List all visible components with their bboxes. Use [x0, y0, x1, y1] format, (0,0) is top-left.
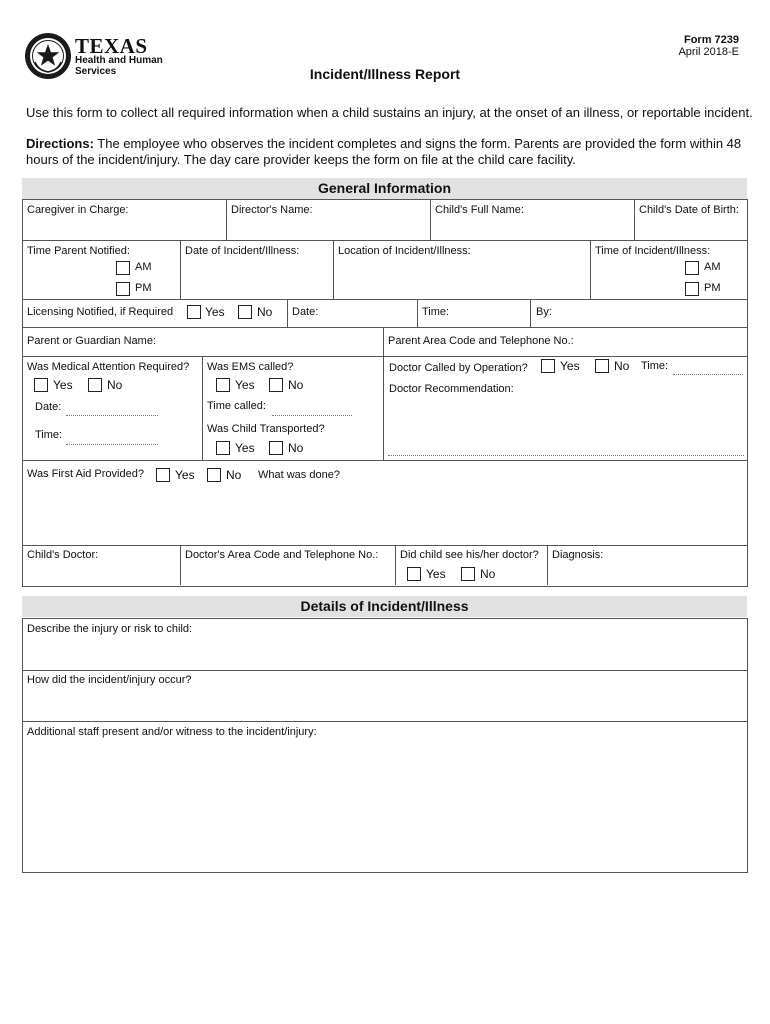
general-information-heading: General Information: [22, 178, 747, 199]
parent-notified-am-label: AM: [135, 261, 152, 273]
details-frame: [22, 618, 748, 873]
additional-staff-label: Additional staff present and/or witness to the incident/injury:: [27, 726, 317, 738]
parent-notified-pm-checkbox[interactable]: [116, 282, 130, 296]
transported-yes-label: Yes: [235, 441, 255, 455]
first-aid-yes-label: Yes: [175, 468, 195, 482]
doctor-called-no-label: No: [614, 359, 630, 373]
ems-no-checkbox[interactable]: [269, 378, 283, 392]
describe-injury-label: Describe the injury or risk to child:: [27, 623, 193, 635]
incident-am-label: AM: [704, 261, 721, 273]
see-doctor-no-checkbox[interactable]: [461, 567, 475, 581]
medical-no-label: No: [107, 378, 123, 392]
medical-attention-label: Was Medical Attention Required?: [27, 361, 190, 373]
parent-phone-label: Parent Area Code and Telephone No.:: [388, 335, 574, 347]
medical-no-checkbox[interactable]: [88, 378, 102, 392]
logo-agency-line2: Services: [75, 66, 117, 77]
time-incident-label: Time of Incident/Illness:: [595, 245, 711, 257]
doctor-called-yes-checkbox[interactable]: [541, 359, 555, 373]
ems-yes-checkbox[interactable]: [216, 378, 230, 392]
first-aid-no-label: No: [226, 468, 242, 482]
child-see-doctor-label: Did child see his/her doctor?: [400, 549, 539, 561]
transported-no-label: No: [288, 441, 304, 455]
doctor-called-label: Doctor Called by Operation?: [389, 362, 528, 374]
general-information-frame: [22, 199, 748, 587]
caregiver-label: Caregiver in Charge:: [27, 204, 129, 216]
licensing-yes-label: Yes: [205, 305, 225, 319]
licensing-yes-checkbox[interactable]: [187, 305, 201, 319]
doctor-recommendation-label: Doctor Recommendation:: [389, 383, 514, 395]
child-dob-label: Child's Date of Birth:: [639, 204, 739, 216]
see-doctor-yes-checkbox[interactable]: [407, 567, 421, 581]
what-was-done-label: What was done?: [258, 469, 340, 481]
first-aid-no-checkbox[interactable]: [207, 468, 221, 482]
incident-am-checkbox[interactable]: [685, 261, 699, 275]
director-label: Director's Name:: [231, 204, 313, 216]
licensing-no-label: No: [257, 305, 273, 319]
incident-pm-checkbox[interactable]: [685, 282, 699, 296]
diagnosis-label: Diagnosis:: [552, 549, 604, 561]
directions-label: Directions:: [26, 136, 94, 151]
parent-notified-am-checkbox[interactable]: [116, 261, 130, 275]
ems-no-label: No: [288, 378, 304, 392]
see-doctor-no-label: No: [480, 567, 496, 581]
transported-no-checkbox[interactable]: [269, 441, 283, 455]
medical-date-label: Date:: [35, 401, 62, 413]
childs-doctor-label: Child's Doctor:: [27, 549, 99, 561]
time-parent-notified-label: Time Parent Notified:: [27, 245, 130, 257]
doctor-called-no-checkbox[interactable]: [595, 359, 609, 373]
doctor-called-time-label: Time:: [641, 360, 669, 372]
medical-yes-checkbox[interactable]: [34, 378, 48, 392]
medical-yes-label: Yes: [53, 378, 73, 392]
location-incident-label: Location of Incident/Illness:: [338, 245, 471, 257]
directions-text-line2: hours of the incident/injury. The day care provider keeps the form on file at the child care facility.: [26, 152, 576, 167]
ems-time-called-label: Time called:: [207, 400, 266, 412]
licensing-date-label: Date:: [292, 306, 319, 318]
doctor-phone-label: Doctor's Area Code and Telephone No.:: [185, 549, 379, 561]
ems-yes-label: Yes: [235, 378, 255, 392]
date-incident-label: Date of Incident/Illness:: [185, 245, 300, 257]
incident-pm-label: PM: [704, 282, 721, 294]
licensing-no-checkbox[interactable]: [238, 305, 252, 319]
parent-name-label: Parent or Guardian Name:: [27, 335, 157, 347]
doctor-called-yes-label: Yes: [560, 359, 580, 373]
licensing-by-label: By:: [536, 306, 552, 318]
form-date: April 2018-E: [678, 46, 739, 58]
medical-time-label: Time:: [35, 429, 63, 441]
first-aid-yes-checkbox[interactable]: [156, 468, 170, 482]
how-occur-label: How did the incident/injury occur?: [27, 674, 192, 686]
details-heading: Details of Incident/Illness: [22, 596, 747, 617]
child-name-label: Child's Full Name:: [435, 204, 524, 216]
intro-purpose: Use this form to collect all required information when a child sustains an injury, at the onset of an illness, or reportable incident.: [26, 105, 753, 120]
ems-called-label: Was EMS called?: [207, 361, 294, 373]
logo-state-name: TEXAS: [75, 34, 148, 58]
intro-directions: [26, 136, 741, 151]
licensing-notified-label: Licensing Notified, if Required: [27, 306, 174, 318]
transported-yes-checkbox[interactable]: [216, 441, 230, 455]
logo-agency-line1: Health and Human: [75, 55, 163, 66]
form-number: Form 7239: [683, 34, 739, 46]
child-transported-label: Was Child Transported?: [207, 423, 325, 435]
directions-text-line1: The employee who observes the incident completes and signs the form. Parents are provided the form within 48: [97, 136, 742, 151]
page-title: Incident/Illness Report: [309, 66, 461, 82]
first-aid-label: Was First Aid Provided?: [27, 468, 144, 480]
licensing-time-label: Time:: [422, 306, 450, 318]
see-doctor-yes-label: Yes: [426, 567, 446, 581]
parent-notified-pm-label: PM: [135, 282, 152, 294]
